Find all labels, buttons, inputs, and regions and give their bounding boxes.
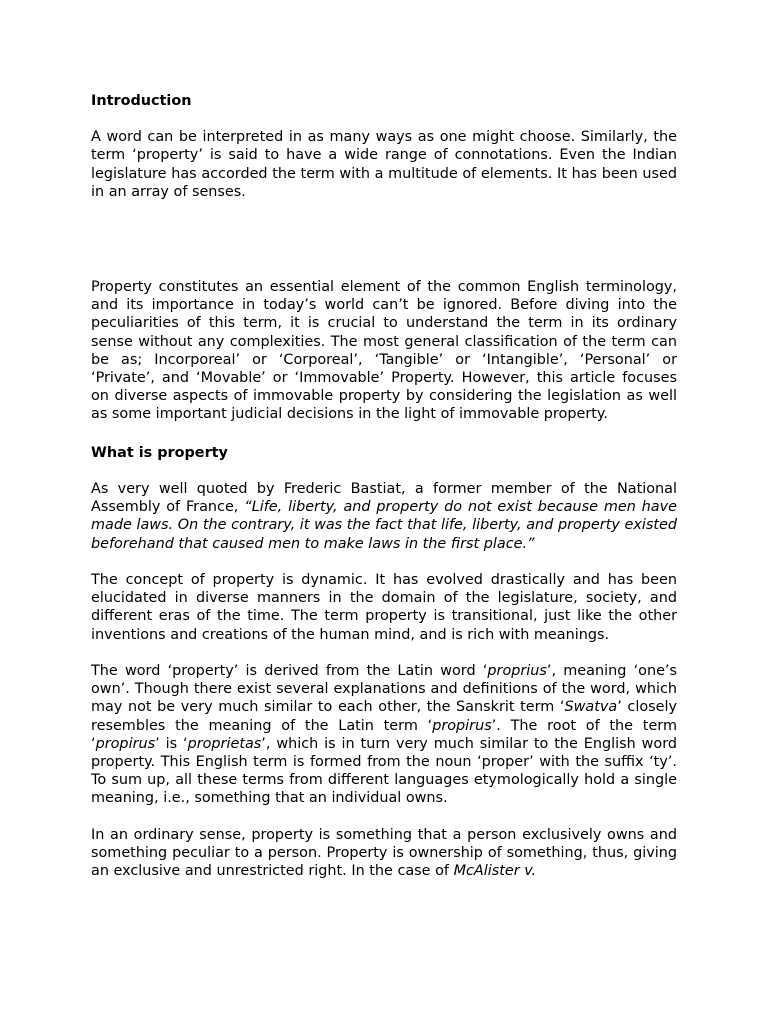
etymology-text: ’, which is in turn very much similar to the English word property. This English term is formed from the noun ‘proper’ with the suffix ‘ty’. To sum up, all these terms from different languages etymologically hold a single meaning, i.e., something that an individual owns. bbox=[91, 735, 678, 807]
paragraph-intro-2: Property constitutes an essential element of the common English terminology, and its importance in today’s world can’t be ignored. Before diving into the peculiarities of this term, it is crucial to understand the term in its ordinary sense without any complexities. The most general classification of the term can be as; Incorporeal’ or ‘Corporeal’, ‘Tangible’ or ‘Intangible’, ‘Personal’ or ‘Private’, and ‘Movable’ or ‘Immovable’ Property. However, this article focuses on diverse aspects of immovable property by considering the legislation as well as some important judicial decisions in the light of immovable property. bbox=[91, 279, 677, 423]
etymology-text: The word ‘property’ is derived from the Latin word ‘ bbox=[91, 663, 488, 680]
bastiat-quote: “Life, liberty, and property do not exist because men have made laws. On the contrary, it was the fact that life, liberty, and property existed beforehand that caused men to make laws in the first place.” bbox=[91, 499, 677, 552]
paragraph-ordinary-sense bbox=[91, 826, 677, 881]
section-heading-what-is-property: What is property bbox=[91, 444, 228, 461]
latin-term-proprietas: proprietas bbox=[187, 735, 262, 752]
document-body bbox=[91, 90, 677, 880]
paragraph-intro-1: A word can be interpreted in as many ways as one might choose. Similarly, the term ‘property’ is said to have a wide range of connotations. Even the Indian legislature has accorded the term with a multitude of elements. It has been used in an array of senses. bbox=[91, 129, 677, 200]
latin-term-propirus: propirus bbox=[432, 717, 492, 734]
section-heading-introduction: Introduction bbox=[91, 93, 192, 109]
quote-intro-text: As very well quoted by Frederic Bastiat, a former member of the National Assembly of France, bbox=[91, 481, 677, 516]
paragraph-bastiat-quote bbox=[91, 480, 677, 553]
paragraph-etymology bbox=[91, 662, 677, 808]
etymology-text: ’. The root of the term ‘ bbox=[91, 717, 677, 752]
etymology-text: ’, meaning ‘one’s own’. Though there exist several explanations and definitions of the word, which may not be very much similar to each other, the Sanskrit term ‘ bbox=[91, 663, 677, 716]
sanskrit-term-swatva: Swatva bbox=[564, 699, 618, 716]
paragraph-property-dynamic: The concept of property is dynamic. It has evolved drastically and has been elucidated in diverse manners in the domain of the legislature, society, and different eras of the time. The term property is transitional, just like the other inventions and creations of the human mind, and is rich with meanings. bbox=[91, 572, 677, 643]
etymology-text: ’ closely resembles the meaning of the Latin term ‘ bbox=[91, 699, 677, 734]
latin-term-propirus-root: propirus bbox=[95, 735, 156, 752]
latin-term-proprius: proprius bbox=[487, 663, 547, 680]
etymology-text: ’ is ‘ bbox=[155, 735, 188, 752]
case-name-mcalister: McAlister v. bbox=[453, 863, 537, 880]
ordinary-sense-text: In an ordinary sense, property is something that a person exclusively owns and something peculiar to a person. Property is ownership of something, thus, giving an exclusive and unrestricted right. In the case of bbox=[91, 826, 677, 880]
